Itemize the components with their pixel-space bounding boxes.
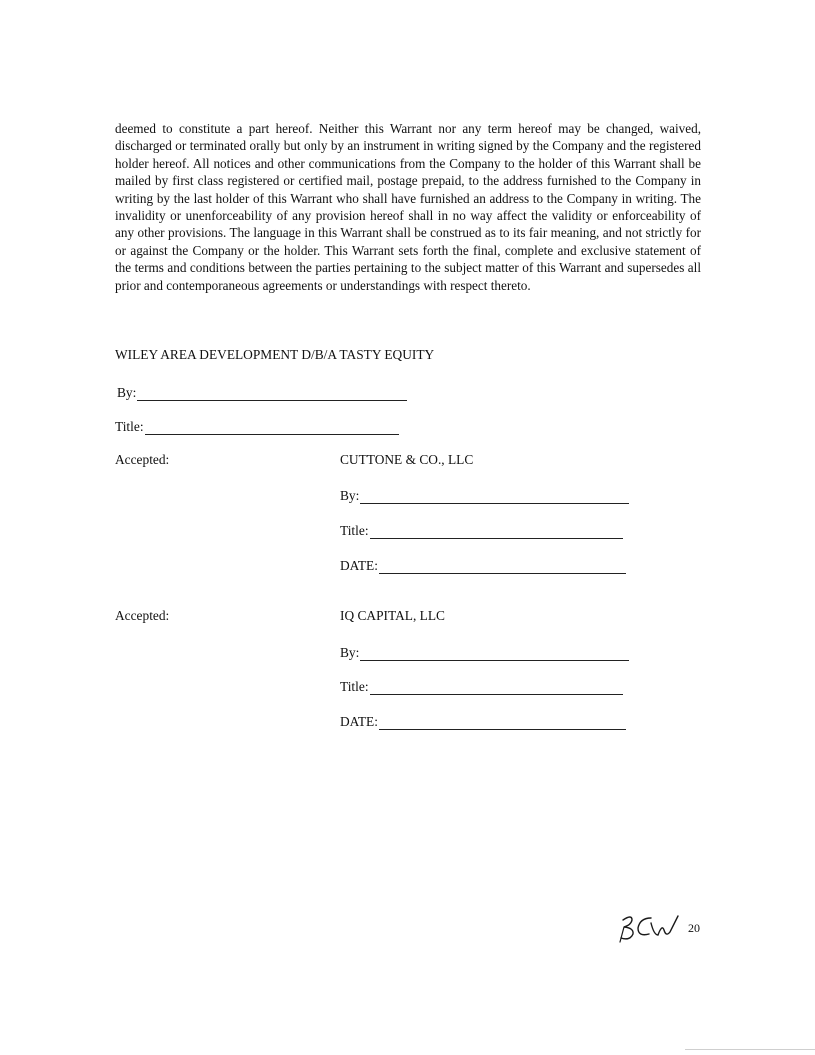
company-by-signature-line: [137, 385, 407, 401]
party-1-date-row: [340, 556, 626, 574]
party-2-title-row: [340, 677, 623, 695]
party-1-date-label: DATE:: [340, 558, 378, 573]
party-2-date-label: DATE:: [340, 714, 378, 729]
party-2-date-row: [340, 712, 626, 730]
party-2-by-signature-line: [360, 645, 629, 661]
warrant-terms-paragraph: deemed to constitute a part hereof. Neither this Warrant nor any term hereof may be changed, waived, discharged or terminated orally but only by an instrument in writing signed by the Company and the registered holder hereof. All notices and other communications from the Company to the holder of this Warrant shall be mailed by first class registered or certified mail, postage prepaid, to the address furnished to the Company in writing by the last holder of this Warrant who shall have furnished an address to the Company in writing. The invalidity or unenforceability of any provision hereof shall in no way affect the validity or enforceability of any other provisions. The language in this Warrant shall be construed as to its fair meaning, and not strictly for or against the Company or the holder. This Warrant sets forth the final, complete and exclusive statement of the terms and conditions between the parties pertaining to the subject matter of this Warrant and supersedes all prior and contemporaneous agreements or understandings with respect thereto.: [115, 121, 701, 293]
company-name: WILEY AREA DEVELOPMENT D/B/A TASTY EQUITY: [115, 347, 435, 362]
company-title-signature-line: [145, 419, 399, 435]
accepted-label-2: Accepted:: [115, 608, 170, 623]
company-title-label: Title:: [115, 419, 144, 434]
party-1-date-signature-line: [379, 558, 626, 574]
company-title-row: [115, 417, 399, 435]
party-1-title-signature-line: [370, 523, 623, 539]
scan-edge-line: [685, 1049, 815, 1050]
party-2-title-label: Title:: [340, 679, 369, 694]
company-by-row: [117, 383, 407, 401]
handwritten-initials: [618, 910, 684, 944]
party-2-title-signature-line: [370, 679, 623, 695]
party-2-by-label: By:: [340, 645, 360, 660]
accepted-label-1: Accepted:: [115, 452, 170, 467]
party-1-by-signature-line: [360, 488, 629, 504]
party-2-date-signature-line: [379, 714, 626, 730]
party-1-title-row: [340, 521, 623, 539]
party-name-2: IQ CAPITAL, LLC: [340, 608, 445, 623]
party-name-1: CUTTONE & CO., LLC: [340, 452, 474, 467]
party-1-title-label: Title:: [340, 523, 369, 538]
party-1-by-label: By:: [340, 488, 360, 503]
company-by-label: By:: [117, 385, 137, 400]
party-1-by-row: [340, 486, 629, 504]
party-2-by-row: [340, 643, 629, 661]
page-number: 20: [688, 921, 700, 935]
